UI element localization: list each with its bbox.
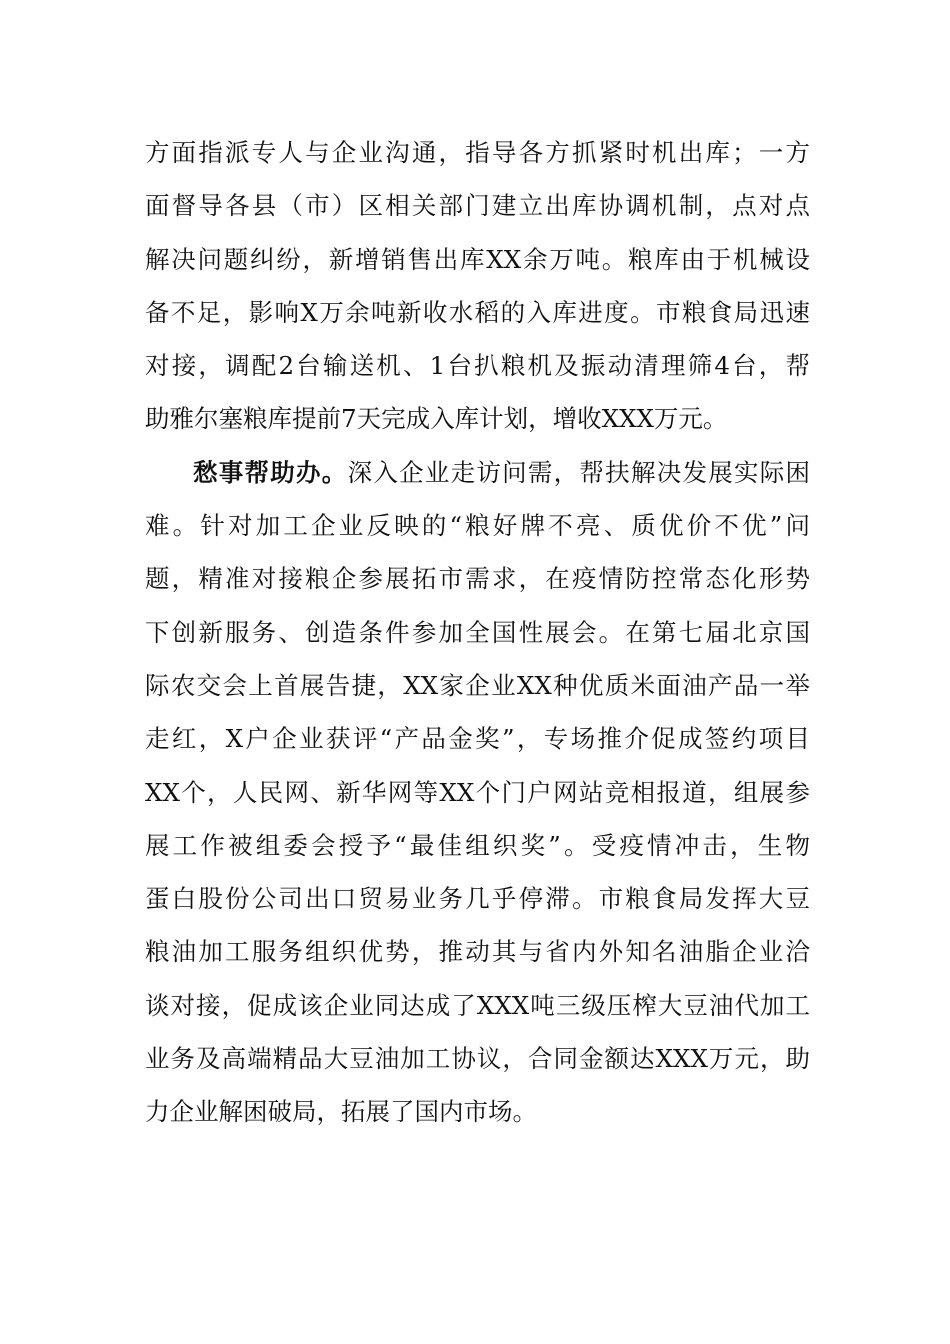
- text-line: 走红，X户企业获评“产品金奖”，专场推介促成签约项目: [145, 724, 810, 754]
- text-line: 备不足，影响X万余吨新收水稻的入库进度。市粮食局迅速: [145, 297, 810, 327]
- text-line-first: [145, 446, 810, 499]
- text-line: 谈对接，促成该企业同达成了XXX吨三级压榨大豆油代加工: [145, 990, 810, 1020]
- text-line: 际农交会上首展告捷，XX家企业XX种优质米面油产品一举: [145, 670, 810, 700]
- text-line: XX个，人民网、新华网等XX个门户网站竞相报道，组展参: [145, 777, 810, 807]
- text-line: 展工作被组委会授予“最佳组织奖”。受疫情冲击，生物: [145, 830, 810, 860]
- text-line: 解决问题纠纷，新增销售出库XX余万吨。粮库由于机械设: [145, 244, 810, 274]
- paragraph-heading: 愁事帮助办。: [193, 457, 348, 487]
- text-line: 蛋白股份公司出口贸易业务几乎停滞。市粮食局发挥大豆: [145, 884, 810, 914]
- text-line: 业务及高端精品大豆油加工协议，合同金额达XXX万元，助: [145, 1044, 810, 1074]
- text-line: 难。针对加工企业反映的“粮好牌不亮、质优价不优”问: [145, 511, 810, 541]
- text-line: 粮油加工服务组织优势，推动其与省内外知名油脂企业洽: [145, 937, 810, 967]
- text-line: 助雅尔塞粮库提前7天完成入库计划，增收XXX万元。: [145, 404, 728, 434]
- text-line: 面督导各县（市）区相关部门建立出库协调机制，点对点: [145, 191, 810, 221]
- body-text: [145, 126, 810, 1139]
- text-line: 对接，调配2台输送机、1台扒粮机及振动清理筛4台，帮: [145, 351, 810, 381]
- text-line: 方面指派专人与企业沟通，指导各方抓紧时机出库；一方: [145, 138, 810, 167]
- paragraph-grain-outbound: [145, 126, 810, 446]
- text-line: 力企业解困破局，拓展了国内市场。: [145, 1097, 537, 1127]
- paragraph-help-enterprises: [145, 446, 810, 1139]
- text-line: 题，精准对接粮企参展拓市需求，在疫情防控常态化形势: [145, 564, 810, 594]
- text-line: 下创新服务、创造条件参加全国性展会。在第七届北京国: [145, 617, 810, 647]
- text-line-rest: 深入企业走访问需，帮扶解决发展实际困: [347, 457, 811, 487]
